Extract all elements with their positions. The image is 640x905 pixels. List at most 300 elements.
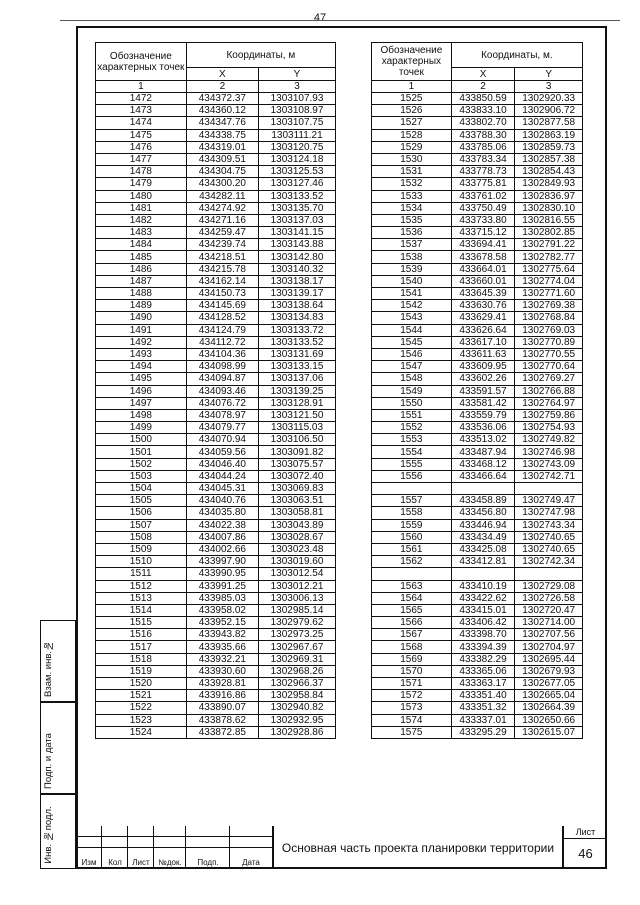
- coord-x-cell: 434059.56: [186, 446, 258, 458]
- coord-y-cell: 1303137.03: [259, 214, 336, 226]
- coord-y-cell: 1303063.51: [259, 495, 336, 507]
- table-row: [372, 726, 583, 738]
- header-x: X: [186, 68, 258, 81]
- coord-y-cell: 1302968.26: [259, 665, 336, 677]
- coord-y-cell: 1302743.09: [515, 458, 583, 470]
- coord-x-cell: 433630.76: [451, 300, 515, 312]
- coord-y-cell: 1302985.14: [259, 604, 336, 616]
- coord-y-cell: 1302768.84: [515, 312, 583, 324]
- coord-y-cell: 1302958.84: [259, 690, 336, 702]
- coord-x-cell: 433363.17: [451, 678, 515, 690]
- coord-x-cell: 434112.72: [186, 336, 258, 348]
- coord-x-cell: 433733.80: [451, 214, 515, 226]
- table-row: [372, 227, 583, 239]
- point-number-cell: [372, 483, 452, 495]
- point-number-cell: 1508: [96, 531, 187, 543]
- point-number-cell: 1530: [372, 153, 452, 165]
- coord-y-cell: 1303019.60: [259, 556, 336, 568]
- table-row: [372, 543, 583, 555]
- table-row: [372, 93, 583, 105]
- table-row: [96, 592, 336, 604]
- table-row: [96, 568, 336, 580]
- coord-x-cell: 434040.76: [186, 495, 258, 507]
- coord-y-cell: 1303143.88: [259, 239, 336, 251]
- coord-x-cell: 433446.94: [451, 519, 515, 531]
- coord-x-cell: 433406.42: [451, 617, 515, 629]
- coord-x-cell: 433581.42: [451, 397, 515, 409]
- point-number-cell: 1484: [96, 239, 187, 251]
- coord-y-cell: 1302928.86: [259, 726, 336, 738]
- point-number-cell: 1506: [96, 507, 187, 519]
- point-number-cell: 1568: [372, 641, 452, 653]
- coord-x-cell: 434079.77: [186, 422, 258, 434]
- point-number-cell: 1498: [96, 409, 187, 421]
- point-number-cell: 1535: [372, 214, 452, 226]
- top-rule: [60, 20, 620, 21]
- point-number-cell: 1556: [372, 470, 452, 482]
- coord-x-cell: 433802.70: [451, 117, 515, 129]
- point-number-cell: 1553: [372, 434, 452, 446]
- coord-y-cell: 1303138.17: [259, 275, 336, 287]
- coord-x-cell: 434259.47: [186, 227, 258, 239]
- coord-x-cell: 433422.62: [451, 592, 515, 604]
- side-cell-sign-date: [40, 702, 76, 794]
- point-number-cell: 1514: [96, 604, 187, 616]
- header-y: Y: [515, 68, 583, 81]
- coord-y-cell: 1303133.72: [259, 324, 336, 336]
- table-row: [96, 373, 336, 385]
- table-row: [96, 117, 336, 129]
- table-row: [372, 263, 583, 275]
- point-number-cell: 1533: [372, 190, 452, 202]
- coord-y-cell: 1303012.21: [259, 580, 336, 592]
- point-number-cell: 1492: [96, 336, 187, 348]
- coord-x-cell: 433394.39: [451, 641, 515, 653]
- point-number-cell: 1563: [372, 580, 452, 592]
- coord-x-cell: 434022.38: [186, 519, 258, 531]
- point-number-cell: 1567: [372, 629, 452, 641]
- coord-x-cell: 433466.64: [451, 470, 515, 482]
- point-number-cell: 1478: [96, 166, 187, 178]
- table-row: [372, 178, 583, 190]
- point-number-cell: 1557: [372, 495, 452, 507]
- coord-y-cell: 1302749.47: [515, 495, 583, 507]
- coord-x-cell: 434271.16: [186, 214, 258, 226]
- point-number-cell: 1488: [96, 288, 187, 300]
- coord-x-cell: 434046.40: [186, 458, 258, 470]
- coord-y-cell: 1303134.83: [259, 312, 336, 324]
- point-number-cell: 1558: [372, 507, 452, 519]
- coord-y-cell: 1302747.98: [515, 507, 583, 519]
- table-row: [372, 336, 583, 348]
- table-row: [96, 153, 336, 165]
- point-number-cell: 1486: [96, 263, 187, 275]
- coord-x-cell: 433458.89: [451, 495, 515, 507]
- coord-x-cell: 434145.69: [186, 300, 258, 312]
- coord-y-cell: 1303133.52: [259, 336, 336, 348]
- point-number-cell: 1545: [372, 336, 452, 348]
- point-number-cell: 1575: [372, 726, 452, 738]
- point-number-cell: 1475: [96, 129, 187, 141]
- coord-y-cell: 1302677.05: [515, 678, 583, 690]
- table-row: [372, 531, 583, 543]
- sheet-label: Лист: [564, 826, 607, 839]
- table-row: [372, 214, 583, 226]
- table-row: [96, 288, 336, 300]
- coord-x-cell: 433952.15: [186, 617, 258, 629]
- coord-x-cell: 433626.64: [451, 324, 515, 336]
- table-row: [96, 263, 336, 275]
- coord-y-cell: 1303141.15: [259, 227, 336, 239]
- coord-y-cell: 1302854.43: [515, 166, 583, 178]
- table-row: [372, 604, 583, 616]
- coord-y-cell: 1303111.21: [259, 129, 336, 141]
- table-row: [96, 629, 336, 641]
- coord-x-cell: 433761.02: [451, 190, 515, 202]
- coord-y-cell: 1302695.44: [515, 653, 583, 665]
- coord-x-cell: 433750.49: [451, 202, 515, 214]
- coord-x-cell: 434070.94: [186, 434, 258, 446]
- point-number-cell: 1554: [372, 446, 452, 458]
- side-cell-replace: [40, 620, 76, 702]
- table-row: [96, 227, 336, 239]
- coord-x-cell: 433872.85: [186, 726, 258, 738]
- point-number-cell: 1543: [372, 312, 452, 324]
- coord-y-cell: 1302877.58: [515, 117, 583, 129]
- coords-table-right: [371, 42, 583, 739]
- coord-x-cell: 433629.41: [451, 312, 515, 324]
- point-number-cell: 1473: [96, 105, 187, 117]
- header-col-1: 1: [372, 81, 452, 93]
- coord-y-cell: 1302665.04: [515, 690, 583, 702]
- side-label-inventory: Инв. №подл.: [43, 806, 54, 864]
- coord-y-cell: 1302746.98: [515, 446, 583, 458]
- coord-x-cell: 433991.25: [186, 580, 258, 592]
- coord-y-cell: 1302650.66: [515, 714, 583, 726]
- coord-x-cell: 433559.79: [451, 409, 515, 421]
- table-row: [372, 617, 583, 629]
- coord-y-cell: 1302740.65: [515, 543, 583, 555]
- table-row: [96, 690, 336, 702]
- point-number-cell: 1481: [96, 202, 187, 214]
- coord-y-cell: 1303135.70: [259, 202, 336, 214]
- point-number-cell: 1510: [96, 556, 187, 568]
- point-number-cell: 1569: [372, 653, 452, 665]
- coord-x-cell: 433715.12: [451, 227, 515, 239]
- table-row: [96, 166, 336, 178]
- coord-y-cell: 1302857.38: [515, 153, 583, 165]
- table-row: [96, 604, 336, 616]
- coord-x-cell: 433412.81: [451, 556, 515, 568]
- point-number-cell: 1564: [372, 592, 452, 604]
- coord-y-cell: 1303121.50: [259, 409, 336, 421]
- coord-y-cell: 1302766.88: [515, 385, 583, 397]
- coord-y-cell: 1302742.71: [515, 470, 583, 482]
- table-row: [372, 519, 583, 531]
- coord-x-cell: 433890.07: [186, 702, 258, 714]
- coord-y-cell: 1303127.46: [259, 178, 336, 190]
- coord-x-cell: 433513.02: [451, 434, 515, 446]
- table-row: [96, 202, 336, 214]
- table-row: [372, 397, 583, 409]
- coord-y-cell: 1302830.10: [515, 202, 583, 214]
- coord-y-cell: 1302770.55: [515, 348, 583, 360]
- header-designation: Обозначение характерных точек: [372, 43, 452, 81]
- coord-x-cell: 433434.49: [451, 531, 515, 543]
- point-number-cell: 1511: [96, 568, 187, 580]
- point-number-cell: 1532: [372, 178, 452, 190]
- point-number-cell: 1548: [372, 373, 452, 385]
- point-number-cell: 1518: [96, 653, 187, 665]
- table-row: [96, 324, 336, 336]
- coord-x-cell: 433487.94: [451, 446, 515, 458]
- coord-y-cell: [515, 483, 583, 495]
- coord-y-cell: 1302791.22: [515, 239, 583, 251]
- table-row: [96, 105, 336, 117]
- coord-x-cell: 434372.37: [186, 93, 258, 105]
- coord-y-cell: 1302863.19: [515, 129, 583, 141]
- table-row: [96, 483, 336, 495]
- table-row: [96, 178, 336, 190]
- coord-y-cell: 1302729.08: [515, 580, 583, 592]
- point-number-cell: 1519: [96, 665, 187, 677]
- coord-x-cell: 434002.66: [186, 543, 258, 555]
- point-number-cell: 1570: [372, 665, 452, 677]
- table-row: [372, 458, 583, 470]
- title-block: [76, 826, 607, 869]
- point-number-cell: 1480: [96, 190, 187, 202]
- point-number-cell: 1566: [372, 617, 452, 629]
- table-row: [96, 361, 336, 373]
- coord-y-cell: 1303139.17: [259, 288, 336, 300]
- header-col-2: 2: [451, 81, 515, 93]
- coord-x-cell: 434104.36: [186, 348, 258, 360]
- coord-x-cell: 433783.34: [451, 153, 515, 165]
- point-number-cell: 1574: [372, 714, 452, 726]
- coord-y-cell: 1302967.67: [259, 641, 336, 653]
- coord-x-cell: 434347.76: [186, 117, 258, 129]
- coord-y-cell: 1303131.69: [259, 348, 336, 360]
- revision-grid: [76, 826, 272, 869]
- coord-x-cell: 434218.51: [186, 251, 258, 263]
- coord-y-cell: 1303006.13: [259, 592, 336, 604]
- coord-x-cell: 433788.30: [451, 129, 515, 141]
- point-number-cell: 1560: [372, 531, 452, 543]
- table-row: [372, 556, 583, 568]
- point-number-cell: 1547: [372, 361, 452, 373]
- point-number-cell: 1527: [372, 117, 452, 129]
- table-row: [96, 93, 336, 105]
- coord-y-cell: 1302720.47: [515, 604, 583, 616]
- point-number-cell: 1552: [372, 422, 452, 434]
- table-row: [372, 361, 583, 373]
- coord-y-cell: 1303106.50: [259, 434, 336, 446]
- coord-y-cell: 1303091.82: [259, 446, 336, 458]
- table-row: [96, 507, 336, 519]
- header-col-3: 3: [259, 81, 336, 93]
- point-number-cell: 1536: [372, 227, 452, 239]
- coord-x-cell: 433932.21: [186, 653, 258, 665]
- coord-y-cell: 1302769.03: [515, 324, 583, 336]
- coord-y-cell: [515, 568, 583, 580]
- coord-x-cell: 433833.10: [451, 105, 515, 117]
- table-row: [96, 422, 336, 434]
- coord-y-cell: 1302816.55: [515, 214, 583, 226]
- point-number-cell: 1507: [96, 519, 187, 531]
- coord-x-cell: 433785.06: [451, 141, 515, 153]
- table-row: [96, 665, 336, 677]
- coord-y-cell: 1303124.18: [259, 153, 336, 165]
- table-row: [372, 239, 583, 251]
- point-number-cell: 1472: [96, 93, 187, 105]
- coord-y-cell: 1302774.04: [515, 275, 583, 287]
- coord-y-cell: 1302979.62: [259, 617, 336, 629]
- coord-y-cell: 1302802.85: [515, 227, 583, 239]
- coord-y-cell: 1302664.39: [515, 702, 583, 714]
- table-row: [372, 153, 583, 165]
- table-row: [96, 531, 336, 543]
- point-number-cell: 1555: [372, 458, 452, 470]
- point-number-cell: 1531: [372, 166, 452, 178]
- table-row: [372, 129, 583, 141]
- table-row: [96, 385, 336, 397]
- coord-y-cell: 1302754.93: [515, 422, 583, 434]
- coord-x-cell: 434124.79: [186, 324, 258, 336]
- coord-y-cell: 1303139.25: [259, 385, 336, 397]
- table-row: [372, 446, 583, 458]
- table-row: [96, 653, 336, 665]
- header-col-2: 2: [186, 81, 258, 93]
- coord-x-cell: 433930.60: [186, 665, 258, 677]
- coord-y-cell: 1303133.15: [259, 361, 336, 373]
- coord-y-cell: 1303107.75: [259, 117, 336, 129]
- table-row: [372, 300, 583, 312]
- coord-y-cell: 1303075.57: [259, 458, 336, 470]
- table-row: [372, 275, 583, 287]
- coord-x-cell: 434215.78: [186, 263, 258, 275]
- table-row: [96, 348, 336, 360]
- table-row: [372, 702, 583, 714]
- side-stamp-strip: [40, 620, 76, 869]
- stamp-label-count: Кол: [108, 858, 122, 867]
- table-row: [96, 446, 336, 458]
- coord-y-cell: 1303137.06: [259, 373, 336, 385]
- table-row: [372, 592, 583, 604]
- document-title: Основная часть проекта планировки территории: [272, 826, 562, 869]
- point-number-cell: 1500: [96, 434, 187, 446]
- header-designation: Обозначение характерных точек: [96, 43, 187, 81]
- table-row: [372, 348, 583, 360]
- point-number-cell: 1474: [96, 117, 187, 129]
- page-number-top: 47: [313, 12, 327, 24]
- coord-y-cell: 1302749.82: [515, 434, 583, 446]
- coord-x-cell: 433337.01: [451, 714, 515, 726]
- table-row: [372, 568, 583, 580]
- point-number-cell: 1523: [96, 714, 187, 726]
- stamp-label-docnum: №док.: [158, 858, 182, 867]
- coord-x-cell: 434045.31: [186, 483, 258, 495]
- point-number-cell: 1546: [372, 348, 452, 360]
- coords-table-left-body: [96, 93, 336, 739]
- coord-y-cell: 1302906.72: [515, 105, 583, 117]
- coord-y-cell: 1303120.75: [259, 141, 336, 153]
- point-number-cell: 1534: [372, 202, 452, 214]
- point-number-cell: 1520: [96, 678, 187, 690]
- coord-x-cell: 434309.51: [186, 153, 258, 165]
- point-number-cell: 1550: [372, 397, 452, 409]
- coord-x-cell: 433928.81: [186, 678, 258, 690]
- point-number-cell: 1529: [372, 141, 452, 153]
- coord-x-cell: 433645.39: [451, 288, 515, 300]
- table-row: [96, 409, 336, 421]
- coord-y-cell: 1302771.60: [515, 288, 583, 300]
- side-cell-inventory: [40, 794, 76, 869]
- coord-x-cell: 433415.01: [451, 604, 515, 616]
- coord-x-cell: 433365.06: [451, 665, 515, 677]
- point-number-cell: 1573: [372, 702, 452, 714]
- table-row: [96, 580, 336, 592]
- coord-y-cell: 1302740.65: [515, 531, 583, 543]
- header-x: X: [451, 68, 515, 81]
- coord-y-cell: 1303023.48: [259, 543, 336, 555]
- coord-x-cell: 434128.52: [186, 312, 258, 324]
- coord-x-cell: 433694.41: [451, 239, 515, 251]
- coord-y-cell: 1303072.40: [259, 470, 336, 482]
- coord-y-cell: 1303043.89: [259, 519, 336, 531]
- coord-y-cell: 1303108.97: [259, 105, 336, 117]
- coord-y-cell: 1302775.64: [515, 263, 583, 275]
- coord-y-cell: 1303107.93: [259, 93, 336, 105]
- point-number-cell: 1509: [96, 543, 187, 555]
- coord-x-cell: 433609.95: [451, 361, 515, 373]
- stamp-label-date: Дата: [242, 858, 260, 867]
- table-row: [372, 141, 583, 153]
- point-number-cell: 1528: [372, 129, 452, 141]
- point-number-cell: 1549: [372, 385, 452, 397]
- table-row: [96, 129, 336, 141]
- table-row: [372, 190, 583, 202]
- stamp-label-sheet: Лист: [132, 858, 150, 867]
- side-label-sign-date: Подп. и дата: [43, 733, 54, 789]
- table-row: [96, 617, 336, 629]
- point-number-cell: 1538: [372, 251, 452, 263]
- coord-y-cell: 1303012.54: [259, 568, 336, 580]
- coord-x-cell: 434282.11: [186, 190, 258, 202]
- table-row: [372, 653, 583, 665]
- coord-x-cell: 434239.74: [186, 239, 258, 251]
- point-number-cell: 1572: [372, 690, 452, 702]
- coord-x-cell: 434150.73: [186, 288, 258, 300]
- header-y: Y: [259, 68, 336, 81]
- coord-x-cell: 434093.46: [186, 385, 258, 397]
- coord-y-cell: 1302849.93: [515, 178, 583, 190]
- coord-x-cell: 433591.57: [451, 385, 515, 397]
- table-row: [96, 190, 336, 202]
- coords-table-right-body: [372, 93, 583, 739]
- table-row: [96, 641, 336, 653]
- point-number-cell: 1491: [96, 324, 187, 336]
- coord-y-cell: 1303115.03: [259, 422, 336, 434]
- table-row: [96, 702, 336, 714]
- point-number-cell: 1565: [372, 604, 452, 616]
- table-row: [372, 507, 583, 519]
- coord-x-cell: 434319.01: [186, 141, 258, 153]
- header-col-3: 3: [515, 81, 583, 93]
- table-row: [372, 422, 583, 434]
- header-coords: Координаты, м: [186, 43, 335, 68]
- coord-y-cell: 1303133.52: [259, 190, 336, 202]
- coord-y-cell: 1302704.97: [515, 641, 583, 653]
